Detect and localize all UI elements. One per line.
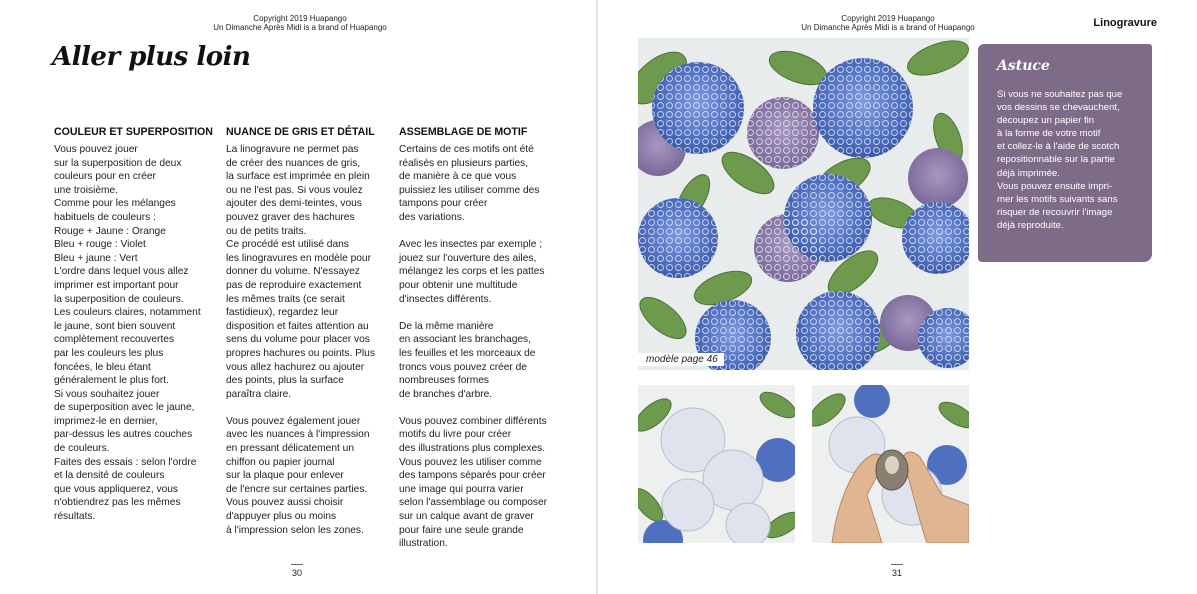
right-page	[598, 0, 1197, 594]
page-number: 31	[887, 568, 907, 578]
paper-mask-photo	[638, 385, 795, 543]
copyright-line-2: Un Dimanche Après Midi is a brand of Huapango	[213, 23, 387, 32]
column-color-superposition	[54, 126, 214, 524]
hydrangea-print-illustration	[638, 38, 969, 370]
column-grey-shades	[226, 126, 386, 537]
column-pattern-assembly	[399, 126, 559, 551]
column-heading: COULEUR ET SUPERPOSITION	[54, 126, 213, 138]
copyright-line-2: Un Dimanche Après Midi is a brand of Huapango	[801, 23, 975, 32]
tip-title: Astuce	[997, 58, 1050, 74]
copyright-notice	[200, 14, 400, 32]
tip-box	[978, 44, 1152, 262]
copyright-line-1: Copyright 2019 Huapango	[253, 14, 347, 23]
left-page	[0, 0, 596, 594]
page-number: 30	[287, 568, 307, 578]
paper-mask-illustration	[638, 385, 795, 543]
stamping-hands-photo	[812, 385, 969, 543]
section-title: Linogravure	[1093, 17, 1157, 29]
photo-caption: modèle page 46	[638, 353, 724, 366]
column-body: Vous pouvez jouer sur la superposition de deux couleurs pour en créer une troisième. Comme pour les mélanges habituels de couleurs : Rouge + Jaune : Orange Bleu + rouge : Violet Bleu + jaune : Vert L'ordre dans lequel vous allez imprimer est important pour la superposition de couleurs. Les couleurs claires, notamment le jaune, sont bien souvent complètement recouvertes par les couleurs les plus foncées, le bleu étant généralement le plus fort. Si vous souhaitez jouer de superposition avec le jaune, imprimez-le en dernier, par-dessus les autres couches de couleurs. Faites des essais : selon l'ordre et la densité de couleurs que vous appliquerez, vous n'obtiendrez pas les mêmes résultats.	[54, 144, 201, 523]
copyright-notice	[788, 14, 988, 32]
stamping-hands-illustration	[812, 385, 969, 543]
page-title: Aller plus loin	[52, 42, 251, 72]
column-heading: NUANCE DE GRIS ET DÉTAIL	[226, 126, 375, 138]
column-body: Certains de ces motifs ont été réalisés en plusieurs parties, de manière à ce que vous puissiez les utiliser comme des tampons pour créer des variations. Avec les insectes par exemple ; jouez sur l'ouverture des ailes, mélangez les corps et les pattes pour obtenir une multitude d'insectes différents. De la même manière en associant les branchages, les feuilles et les morceaux de troncs vous pouvez créer de nombreuses formes de branches d'arbre. Vous pouvez combiner différents motifs du livre pour créer des illustrations plus complexes. Vous pouvez les utiliser comme des tampons séparés pour créer une image qui pourra varier selon l'assemblage ou composer sur un calque avant de graver pour faire une seule grande illustration.	[399, 144, 548, 550]
column-body: La linogravure ne permet pas de créer des nuances de gris, la surface est imprimée en plein ou ne l'est pas. Si vous voulez ajouter des demi-teintes, vous pouvez graver des hachures ou de petits traits. Ce procédé est utilisé dans les linogravures en modèle pour donner du volume. N'essayez pas de reproduire exactement les mêmes traits (ce serait fastidieux), regardez leur disposition et faites attention au sens du volume pour placer vos propres hachures ou points. Plus vous allez hachurez ou ajouter des points, plus la surface paraîtra claire. Vous pouvez également jouer avec les nuances à l'impression en pressant délicatement un chiffon ou papier journal sur la plaque pour enlever de l'encre sur certaines parties. Vous pouvez aussi choisir d'appuyer plus ou moins à l'impression selon les zones.	[226, 144, 375, 536]
tip-text: Si vous ne souhaitez pas que vos dessins se chevauchent, découpez un papier fin à la forme de votre motif et collez-le à l'aide de scotch repositionnable sur la partie déjà imprimée. Vous pouvez ensuite impri- mer les motifs suivants sans risquer de recouvrir l'image déjà reproduite.	[997, 89, 1123, 231]
column-heading: ASSEMBLAGE DE MOTIF	[399, 126, 528, 138]
copyright-line-1: Copyright 2019 Huapango	[841, 14, 935, 23]
hydrangea-print-photo	[638, 38, 969, 370]
